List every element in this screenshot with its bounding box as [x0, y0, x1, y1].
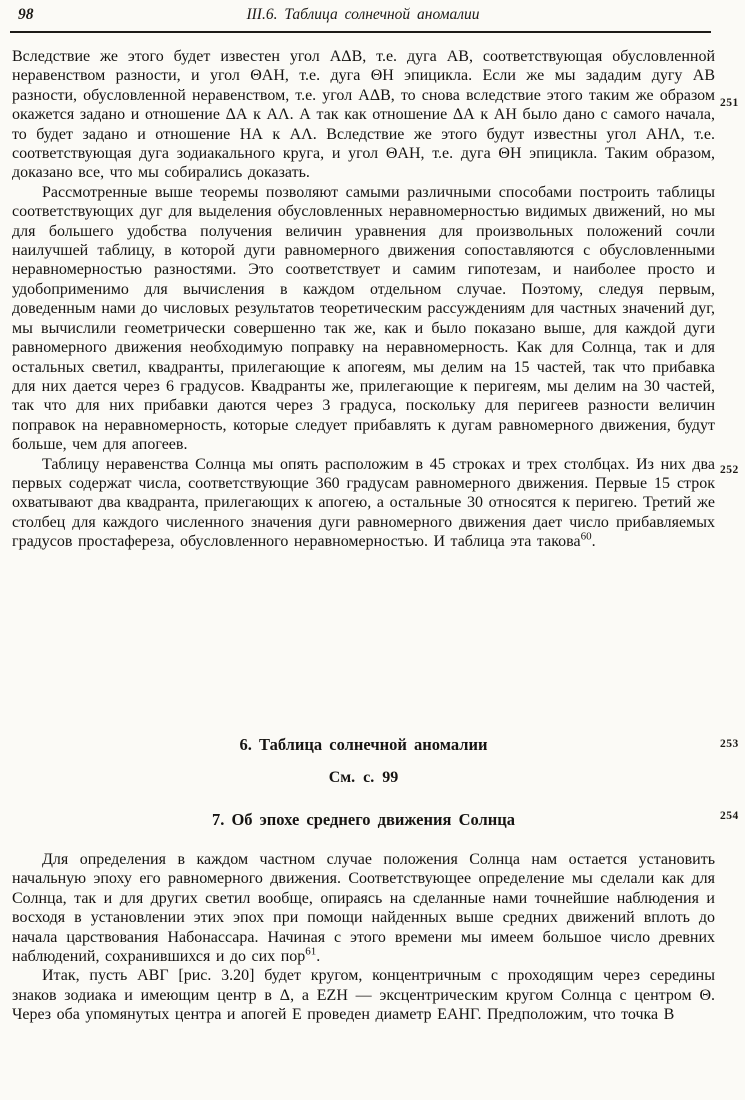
- margin-number-253: 253: [720, 738, 739, 750]
- footnote-marker: 60: [580, 530, 592, 543]
- body-text-bottom: [12, 850, 715, 1025]
- heading-solar-anomaly-table: 6. Таблица солнечной аномалии: [239, 735, 488, 754]
- header-rule: [10, 31, 711, 33]
- see-page-reference: См. с. 99: [328, 769, 399, 786]
- margin-number-251: 251: [720, 97, 739, 109]
- page-number: 98: [18, 6, 34, 23]
- footnote-marker: 61: [305, 945, 317, 958]
- section-headings: [12, 735, 715, 830]
- running-header: [12, 6, 714, 28]
- paragraph: Таблицу неравенства Солнца мы опять расположим в 45 строках и трех столбцах. Из них два первых содержат числа, соответствующие 360 градусам равномерного движения. Первые 15 строк охватывают два квадранта, прилегающих к апогею, а остальные 30 относятся к перигею. Третий же столбец для каждого численного значения дуги равномерного движения дает число прибавляемых градусов простафереза, обусловленного неравномерностью. И таблица эта такова$^{60}$.: [12, 455, 715, 551]
- heading-epoch-mean-motion: 7. Об эпохе среднего движения Солнца: [211, 810, 516, 829]
- paragraph: Вследствие же этого будет известен угол АΔВ, т.е. дуга АВ, соответствующая обусловленной неравенством разности, и угол ΘАН, т.е. дуга ΘН эпицикла. Если же мы зададим дугу АВ разности, обусловленной неравенством, т.е. угол АΔВ, то снова вследствие этого таким же образом окажется задано и отношение ΔА к АΛ. А так как отношение ΔА к АН было дано с самого начала, то будет задано и отношение НА к АΛ. Вследствие же этого будут известны угол АНΛ, т.е. соответствующая дуга зодиакального круга, и угол ΘАН, т.е. дуга ΘН эпицикла. Таким образом, доказано все, что мы собирались доказать.: [12, 48, 715, 182]
- paragraph: Итак, пусть АВГ [рис. 3.20] будет кругом, концентричным с проходящим через середины знаков зодиака и имеющим центр в Δ, а EZH — эксцентрическим кругом Солнца с центром Θ. Через оба упомянутых центра и апогей Е проведен диаметр ЕАНГ. Предположим, что точка В: [12, 967, 715, 1024]
- running-title: III.6. Таблица солнечной аномалии: [246, 6, 480, 23]
- paragraph: Для определения в каждом частном случае положения Солнца нам остается установить начальную эпоху его равномерного движения. Соответствующее определение мы сделали как для Солнца, так и для других светил вообще, опираясь на сделанные нами точнейшие наблюдения и восходя в установлении этих эпох при помощи найденных выше средних движений вплоть до начала царствования Набонассара. Начиная с этого времени мы имеем большое число древних наблюдений, сохранившихся и до сих пор$^{61}$.: [12, 851, 715, 966]
- paragraph: Рассмотренные выше теоремы позволяют самыми различными способами построить таблицы соответствующих дуг для выделения обусловленных неравномерностью видимых движений, но мы для большего удобства получения величин уравнения для произвольных положений сочли наилучшей таблицу, в которой дуги равномерного движения сопоставляются с обусловленными неравномерностью разностями. Это соответствует и самим гипотезам, и наиболее просто и удобоприменимо для вычисления в каждом отдельном случае. Поэтому, следуя первым, доведенным нами до числовых результатов теоретическим рассуждениям для частных значений дуг, мы вычислили геометрически совершенно так же, как и было показано выше, для каждой дуги равномерного движения необходимую поправку на неравномерность. Как для Солнца, так и для остальных светил, квадранты, прилегающие к апогеям, мы делим на 15 частей, так что прибавка для них дается через 6 градусов. Квадранты же, прилегающие к перигеям, мы делим на 30 частей, так что для них прибавки даются через 3 градуса, поскольку для перигеев разности величин поправок на неравномерность, которые следует прибавлять к дугам равномерного движения, будут больше, чем для апогеев.: [12, 183, 715, 454]
- margin-number-252: 252: [720, 464, 739, 476]
- margin-number-254: 254: [720, 810, 739, 822]
- body-text-top: [12, 47, 715, 552]
